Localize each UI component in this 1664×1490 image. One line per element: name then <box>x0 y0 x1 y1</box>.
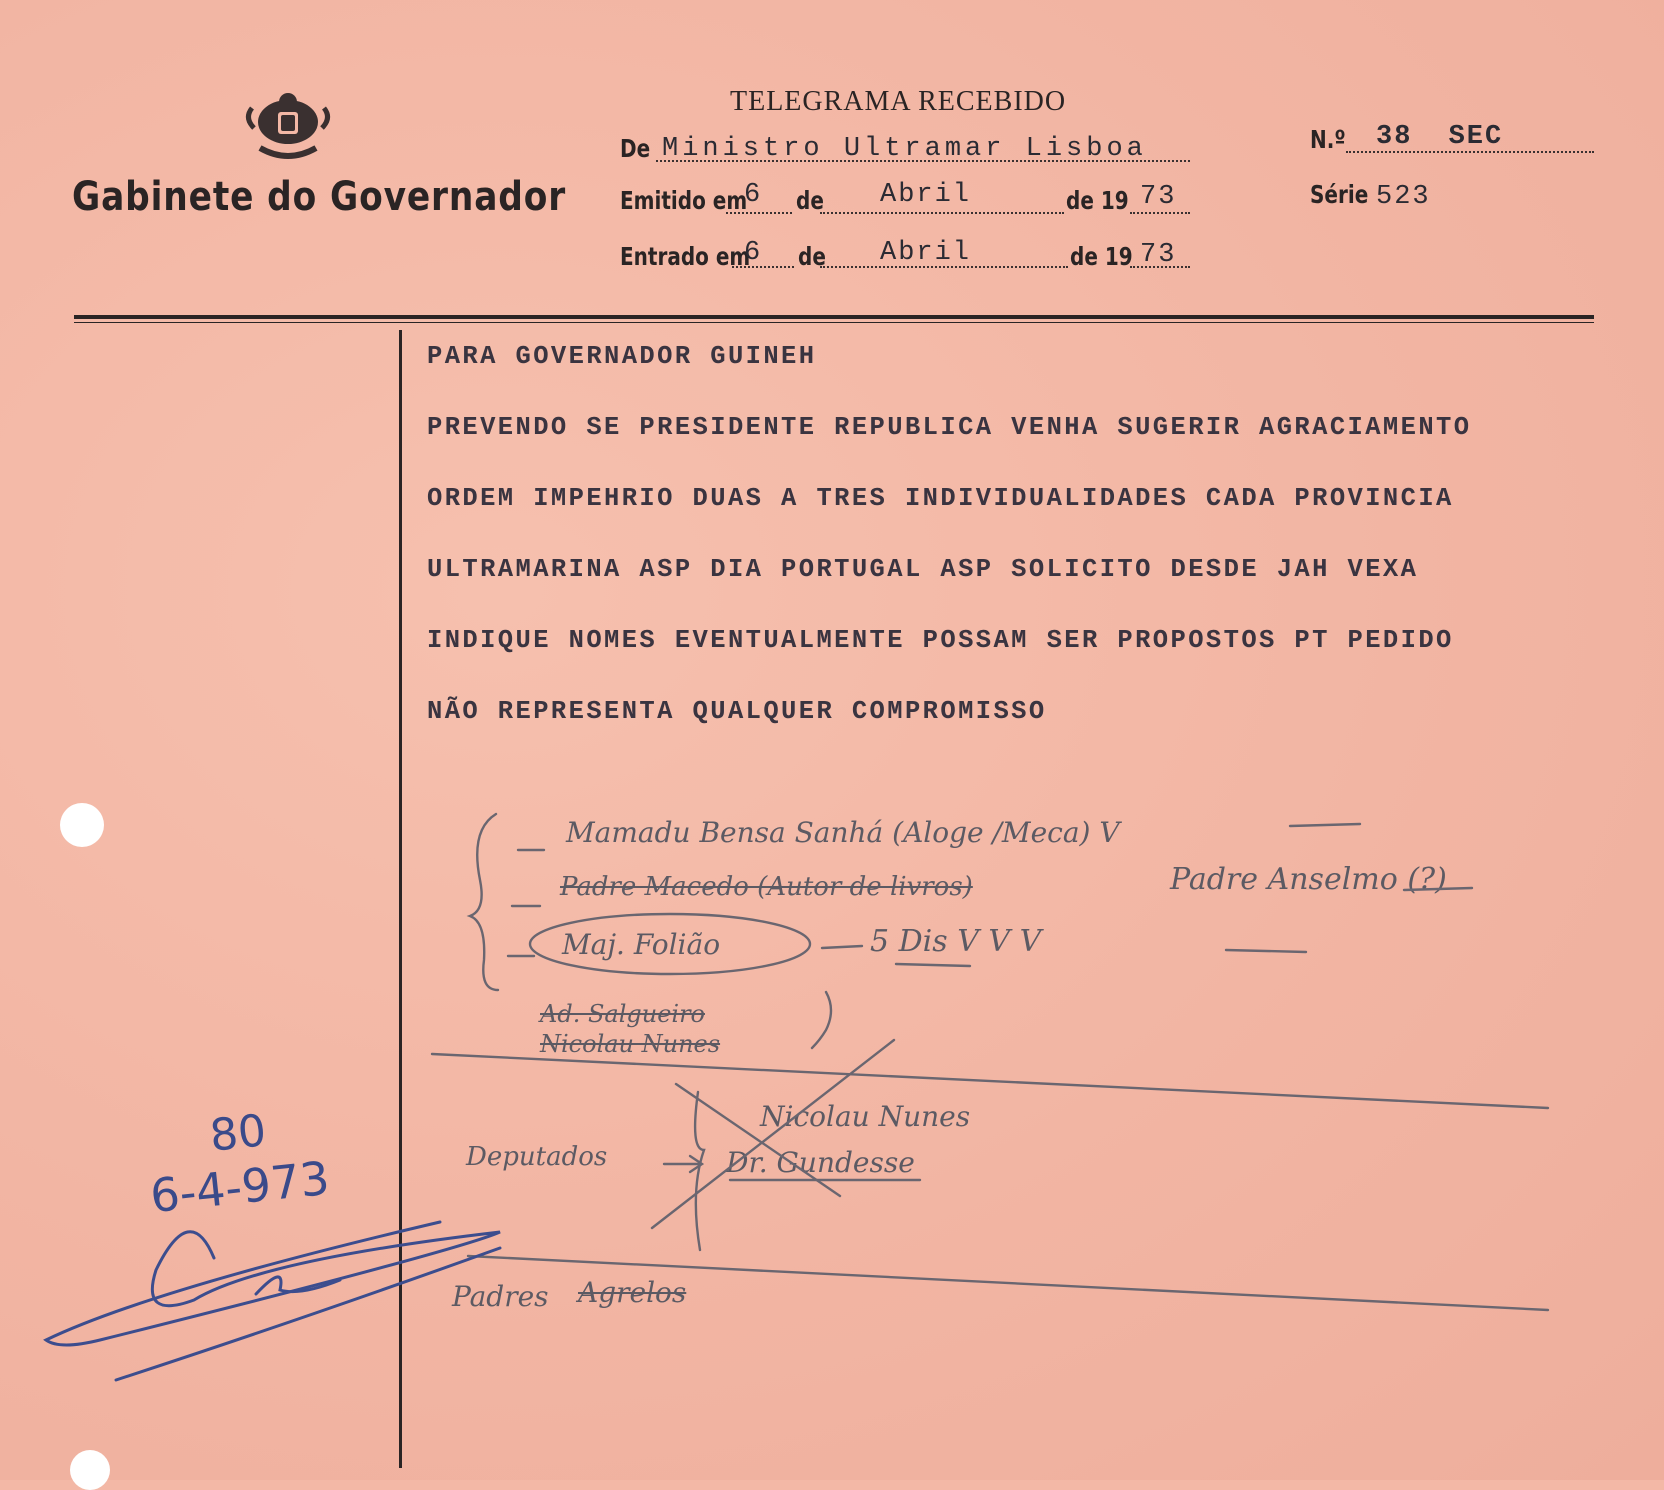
handwritten-note: 5 Dis V V V <box>870 924 1042 959</box>
bracket-stroke <box>695 1092 704 1250</box>
issued-label: Emitido em <box>620 186 748 215</box>
bracket-stroke <box>812 992 831 1048</box>
message-line: PARA GOVERNADOR GUINEH <box>427 342 817 371</box>
cross-stroke <box>652 1040 894 1228</box>
message-line: ULTRAMARINA ASP DIA PORTUGAL ASP SOLICITO DESDE JAH VEXA <box>427 555 1419 584</box>
deputado-name: Dr. Gundesse <box>726 1146 915 1179</box>
received-year-label: de 19 <box>1070 242 1133 271</box>
padres-value-struck: Agrelos <box>578 1276 687 1309</box>
issued-month: Abril <box>880 180 972 210</box>
message-line: INDIQUE NOMES EVENTUALMENTE POSSAM SER PROPOSTOS PT PEDIDO <box>427 626 1454 655</box>
message-line: ORDEM IMPEHRIO DUAS A TRES INDIVIDUALIDADES CADA PROVINCIA <box>427 484 1454 513</box>
padres-label: Padres <box>452 1280 549 1313</box>
underline-stroke <box>896 964 970 966</box>
stamp-date: 6-4-973 <box>147 1150 332 1224</box>
series-label: Série <box>1310 180 1369 209</box>
circle-stroke <box>530 914 810 974</box>
office-heading: Gabinete do Governador <box>72 174 567 220</box>
from-label: De <box>620 134 651 163</box>
received-year: 73 <box>1140 240 1177 270</box>
number-value: 38 SEC <box>1376 122 1504 152</box>
deputado-name: Nicolau Nunes <box>760 1100 971 1133</box>
separator-line <box>468 1256 1548 1310</box>
issued-year-label: de 19 <box>1066 186 1129 215</box>
issued-de: de <box>796 186 824 215</box>
arrow-stroke <box>664 1156 702 1172</box>
received-de: de <box>798 242 826 271</box>
message-line: NÃO REPRESENTA QUALQUER COMPROMISSO <box>427 697 1047 726</box>
dash-stroke <box>1290 824 1360 826</box>
stamp-number: 80 <box>207 1105 269 1162</box>
handwritten-note: Padre Anselmo (?) <box>1170 862 1447 897</box>
signature-stroke <box>116 1248 500 1380</box>
signature-stroke <box>256 1277 340 1294</box>
series-value: 523 <box>1376 182 1431 212</box>
received-day: 6 <box>744 238 763 268</box>
number-label: N.º <box>1310 125 1346 154</box>
underline-stroke <box>1404 888 1472 890</box>
dash-stroke <box>822 946 862 948</box>
message-line: PREVENDO SE PRESIDENTE REPUBLICA VENHA SUGERIR AGRACIAMENTO <box>427 413 1472 442</box>
issued-year: 73 <box>1140 182 1177 212</box>
from-value: Ministro Ultramar Lisboa <box>662 134 1147 164</box>
issued-day: 6 <box>744 180 763 210</box>
deputados-label: Deputados <box>466 1142 608 1172</box>
handwritten-note-struck: Padre Macedo (Autor de livros) <box>560 872 973 902</box>
received-label: Entrado em <box>620 242 751 271</box>
handwritten-note-struck: Nicolau Nunes <box>540 1030 721 1058</box>
received-month: Abril <box>880 238 972 268</box>
bracket-stroke <box>470 814 498 990</box>
document-title: TELEGRAMA RECEBIDO <box>730 86 1067 117</box>
handwritten-note-struck: Ad. Salgueiro <box>540 1000 705 1028</box>
dash-stroke <box>1226 950 1306 952</box>
handwritten-note-circled: Maj. Folião <box>562 928 721 961</box>
separator-line <box>432 1054 1548 1108</box>
handwritten-note: Mamadu Bensa Sanhá (Aloge /Meca) V <box>566 816 1120 849</box>
